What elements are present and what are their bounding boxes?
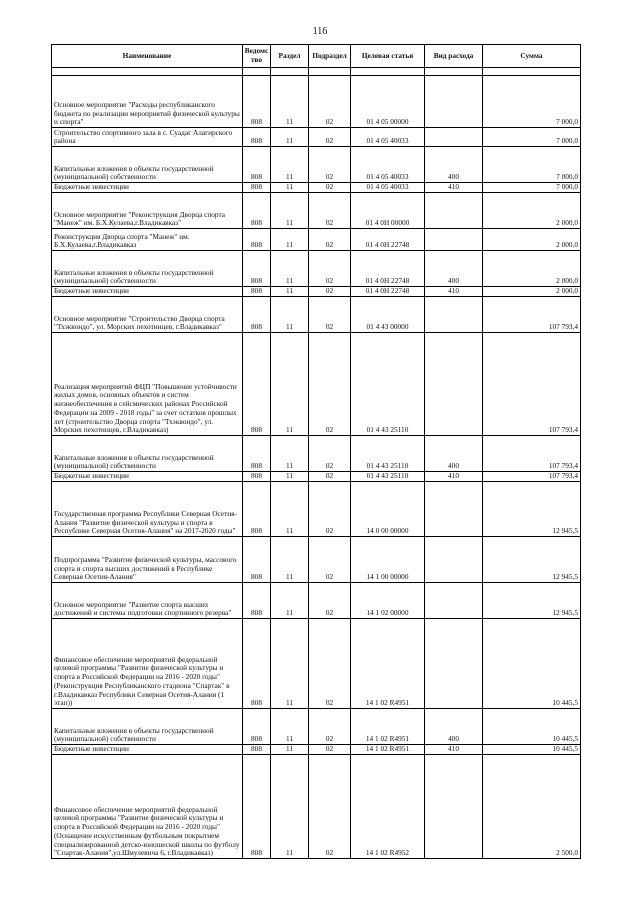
cell-expense-type bbox=[425, 193, 483, 229]
cell-name: Капитальные вложения в объекты государственной (муниципальной) собственности bbox=[52, 436, 243, 472]
cell-expense-type bbox=[425, 76, 483, 128]
cell-target-article: 14 1 02 R4951 bbox=[351, 745, 425, 755]
table-row bbox=[52, 297, 581, 333]
cell-target-article: 01 4 43 25110 bbox=[351, 472, 425, 482]
cell-subsection: 02 bbox=[309, 193, 351, 229]
cell-department: 808 bbox=[243, 128, 271, 147]
cell-target-article: 01 4 0H 22748 bbox=[351, 229, 425, 251]
cell-expense-type bbox=[425, 619, 483, 709]
table-row bbox=[52, 128, 581, 147]
cell-expense-type bbox=[425, 333, 483, 436]
table-body bbox=[52, 76, 581, 859]
header-subsection: Подраздел bbox=[309, 45, 351, 68]
cell-section: 11 bbox=[271, 128, 309, 147]
cell-subsection: 02 bbox=[309, 287, 351, 297]
cell-sum: 107 793,4 bbox=[483, 333, 581, 436]
cell-department: 808 bbox=[243, 333, 271, 436]
table-row bbox=[52, 147, 581, 183]
budget-table bbox=[51, 44, 581, 859]
cell-target-article: 14 1 00 00000 bbox=[351, 537, 425, 583]
cell-name: Государственная программа Республики Северная Осетия-Алания "Развитие физической культуры и спорта в Республике Северная Осетия-Алания" на 2017-2020 годы" bbox=[52, 482, 243, 537]
cell-department: 808 bbox=[243, 472, 271, 482]
cell-sum: 12 945,5 bbox=[483, 583, 581, 619]
cell-sum: 12 945,5 bbox=[483, 482, 581, 537]
cell-name: Реализация мероприятий ФЦП "Повышение устойчивости жилых домов, основных объектов и систем жизнеобеспечения в сейсмических районах Российской Федерации на 2009 - 2018 годы" за счет остатков прошлых лет (строительство Дворца спорта "Тхэквондо", ул. Морских пехотинцев, г.Владикавказ) bbox=[52, 333, 243, 436]
table-row bbox=[52, 287, 581, 297]
cell-department: 808 bbox=[243, 745, 271, 755]
cell-sum: 7 000,0 bbox=[483, 76, 581, 128]
cell-name: Основное мероприятие "Расходы республиканского бюджета по реализации мероприятий физической культуры и спорта" bbox=[52, 76, 243, 128]
cell-section: 11 bbox=[271, 745, 309, 755]
table-row bbox=[52, 333, 581, 436]
cell-department: 808 bbox=[243, 709, 271, 745]
table-row bbox=[52, 76, 581, 128]
cell-expense-type: 400 bbox=[425, 436, 483, 472]
cell-expense-type bbox=[425, 297, 483, 333]
cell-subsection: 02 bbox=[309, 229, 351, 251]
cell-section: 11 bbox=[271, 619, 309, 709]
cell-name: Основное мероприятие "Реконструкция Дворца спорта "Манеж" им. Б.Х.Кулаева,г.Владикавказ" bbox=[52, 193, 243, 229]
cell-section: 11 bbox=[271, 537, 309, 583]
cell-name: Строительство спортивного зала в с. Суадаг Алагирского района bbox=[52, 128, 243, 147]
cell-subsection: 02 bbox=[309, 709, 351, 745]
cell-department: 808 bbox=[243, 297, 271, 333]
cell-sum: 2 000,0 bbox=[483, 287, 581, 297]
cell-target-article: 14 1 02 R4951 bbox=[351, 619, 425, 709]
cell-name: Капитальные вложения в объекты государственной (муниципальной) собственности bbox=[52, 251, 243, 287]
cell-subsection: 02 bbox=[309, 333, 351, 436]
cell-department: 808 bbox=[243, 193, 271, 229]
cell-department: 808 bbox=[243, 619, 271, 709]
table-row bbox=[52, 193, 581, 229]
table-row bbox=[52, 229, 581, 251]
cell-name: Реконструкция Дворца спорта "Манеж" им. Б.Х.Кулаева,г.Владикавказ bbox=[52, 229, 243, 251]
cell-sum: 2 000,0 bbox=[483, 229, 581, 251]
cell-sum: 10 445,5 bbox=[483, 619, 581, 709]
cell-department: 808 bbox=[243, 229, 271, 251]
cell-department: 808 bbox=[243, 482, 271, 537]
table-row bbox=[52, 472, 581, 482]
cell-expense-type: 400 bbox=[425, 709, 483, 745]
cell-target-article: 01 4 05 40033 bbox=[351, 128, 425, 147]
cell-name: Основное мероприятие "Строительство Дворца спорта "Тхэквондо", ул. Морских пехотинцев, г.Владикавказ" bbox=[52, 297, 243, 333]
cell-department: 808 bbox=[243, 147, 271, 183]
cell-expense-type bbox=[425, 482, 483, 537]
cell-section: 11 bbox=[271, 147, 309, 183]
cell-sum: 2 000,0 bbox=[483, 251, 581, 287]
cell-department: 808 bbox=[243, 76, 271, 128]
cell-target-article: 14 1 02 00000 bbox=[351, 583, 425, 619]
cell-target-article: 01 4 05 40033 bbox=[351, 147, 425, 183]
cell-expense-type: 410 bbox=[425, 472, 483, 482]
cell-sum: 107 793,4 bbox=[483, 436, 581, 472]
cell-department: 808 bbox=[243, 436, 271, 472]
cell-expense-type: 400 bbox=[425, 147, 483, 183]
cell-section: 11 bbox=[271, 287, 309, 297]
cell-subsection: 02 bbox=[309, 128, 351, 147]
cell-sum: 107 793,4 bbox=[483, 297, 581, 333]
cell-section: 11 bbox=[271, 583, 309, 619]
cell-subsection: 02 bbox=[309, 482, 351, 537]
cell-target-article: 01 4 0H 22748 bbox=[351, 287, 425, 297]
cell-section: 11 bbox=[271, 709, 309, 745]
cell-sum: 10 445,5 bbox=[483, 745, 581, 755]
header-section: Раздел bbox=[271, 45, 309, 68]
table-row bbox=[52, 583, 581, 619]
cell-department: 808 bbox=[243, 251, 271, 287]
cell-target-article: 14 1 02 R4952 bbox=[351, 755, 425, 859]
cell-subsection: 02 bbox=[309, 755, 351, 859]
cell-section: 11 bbox=[271, 333, 309, 436]
cell-section: 11 bbox=[271, 193, 309, 229]
table-row bbox=[52, 183, 581, 193]
cell-target-article: 01 4 43 25110 bbox=[351, 436, 425, 472]
cell-section: 11 bbox=[271, 229, 309, 251]
cell-name: Финансовое обеспечение мероприятий федеральной целевой программы "Развитие физической культуры и спорта в Российской Федерации на 2016 - 2020 годы" (Оснащение искусственным футбольным покрытием специализированной детско-юношеской школы по футболу "Спартак-Алания",ул.Шмулевича 6, г.Владикавказ) bbox=[52, 755, 243, 859]
cell-section: 11 bbox=[271, 482, 309, 537]
cell-target-article: 01 4 0H 22748 bbox=[351, 251, 425, 287]
cell-subsection: 02 bbox=[309, 745, 351, 755]
cell-subsection: 02 bbox=[309, 472, 351, 482]
cell-name: Бюджетные инвестиции bbox=[52, 183, 243, 193]
cell-department: 808 bbox=[243, 287, 271, 297]
cell-subsection: 02 bbox=[309, 537, 351, 583]
header-target-article: Целевая статья bbox=[351, 45, 425, 68]
cell-expense-type bbox=[425, 755, 483, 859]
cell-section: 11 bbox=[271, 251, 309, 287]
cell-name: Основное мероприятие "Развитие спорта высших достижений и системы подготовки спортивного резерва" bbox=[52, 583, 243, 619]
cell-subsection: 02 bbox=[309, 436, 351, 472]
cell-expense-type bbox=[425, 229, 483, 251]
cell-target-article: 01 4 05 00000 bbox=[351, 76, 425, 128]
header-sum: Сумма bbox=[483, 45, 581, 68]
cell-subsection: 02 bbox=[309, 251, 351, 287]
cell-target-article: 01 4 43 00000 bbox=[351, 297, 425, 333]
cell-expense-type: 400 bbox=[425, 251, 483, 287]
header-department: Ведомс тво bbox=[243, 45, 271, 68]
header-expense-type: Вид расхода bbox=[425, 45, 483, 68]
cell-name: Капитальные вложения в объекты государственной (муниципальной) собственности bbox=[52, 709, 243, 745]
cell-name: Бюджетные инвестиции bbox=[52, 287, 243, 297]
cell-target-article: 14 0 00 00000 bbox=[351, 482, 425, 537]
page-number: 116 bbox=[312, 26, 328, 37]
table-header-row bbox=[52, 45, 581, 68]
cell-target-article: 01 4 43 25110 bbox=[351, 333, 425, 436]
cell-sum: 7 000,0 bbox=[483, 128, 581, 147]
cell-section: 11 bbox=[271, 755, 309, 859]
cell-sum: 107 793,4 bbox=[483, 472, 581, 482]
cell-expense-type: 410 bbox=[425, 287, 483, 297]
cell-section: 11 bbox=[271, 436, 309, 472]
cell-sum: 10 445,5 bbox=[483, 709, 581, 745]
cell-subsection: 02 bbox=[309, 147, 351, 183]
table-row bbox=[52, 482, 581, 537]
cell-sum: 7 000,0 bbox=[483, 183, 581, 193]
cell-expense-type: 410 bbox=[425, 745, 483, 755]
table-row bbox=[52, 745, 581, 755]
cell-section: 11 bbox=[271, 183, 309, 193]
cell-name: Финансовое обеспечение мероприятий федеральной целевой программы "Развитие физической культуры и спорта в Российской Федерации на 2016 - 2020 годы" (Реконструкция Республиканского стадиона "Спартак" в г.Владикавказ Республики Северная Осетия-Алания (1 этап)) bbox=[52, 619, 243, 709]
cell-department: 808 bbox=[243, 183, 271, 193]
cell-target-article: 14 1 02 R4951 bbox=[351, 709, 425, 745]
cell-section: 11 bbox=[271, 472, 309, 482]
cell-section: 11 bbox=[271, 76, 309, 128]
table-row bbox=[52, 619, 581, 709]
cell-sum: 12 945,5 bbox=[483, 537, 581, 583]
cell-target-article: 01 4 0H 00000 bbox=[351, 193, 425, 229]
cell-expense-type bbox=[425, 128, 483, 147]
cell-subsection: 02 bbox=[309, 183, 351, 193]
table-row bbox=[52, 709, 581, 745]
cell-sum: 2 000,0 bbox=[483, 193, 581, 229]
cell-subsection: 02 bbox=[309, 619, 351, 709]
table-row bbox=[52, 755, 581, 859]
cell-name: Бюджетные инвестиции bbox=[52, 472, 243, 482]
cell-expense-type bbox=[425, 583, 483, 619]
cell-subsection: 02 bbox=[309, 297, 351, 333]
cell-expense-type bbox=[425, 537, 483, 583]
cell-subsection: 02 bbox=[309, 76, 351, 128]
cell-name: Бюджетные инвестиции bbox=[52, 745, 243, 755]
cell-sum: 7 000,0 bbox=[483, 147, 581, 183]
cell-sum: 2 500,0 bbox=[483, 755, 581, 859]
cell-target-article: 01 4 05 40033 bbox=[351, 183, 425, 193]
cell-name: Капитальные вложения в объекты государственной (муниципальной) собственности bbox=[52, 147, 243, 183]
table-row bbox=[52, 251, 581, 287]
cell-department: 808 bbox=[243, 583, 271, 619]
cell-department: 808 bbox=[243, 537, 271, 583]
cell-department: 808 bbox=[243, 755, 271, 859]
cell-section: 11 bbox=[271, 297, 309, 333]
header-spacer-row bbox=[52, 68, 581, 76]
cell-name: Подпрограмма "Развитие физической культуры, массового спорта и спорта высших достижений в Республике Северная Осетия-Алания" bbox=[52, 537, 243, 583]
cell-subsection: 02 bbox=[309, 583, 351, 619]
header-name: Наименование bbox=[52, 45, 243, 68]
cell-expense-type: 410 bbox=[425, 183, 483, 193]
table-row bbox=[52, 537, 581, 583]
table-row bbox=[52, 436, 581, 472]
